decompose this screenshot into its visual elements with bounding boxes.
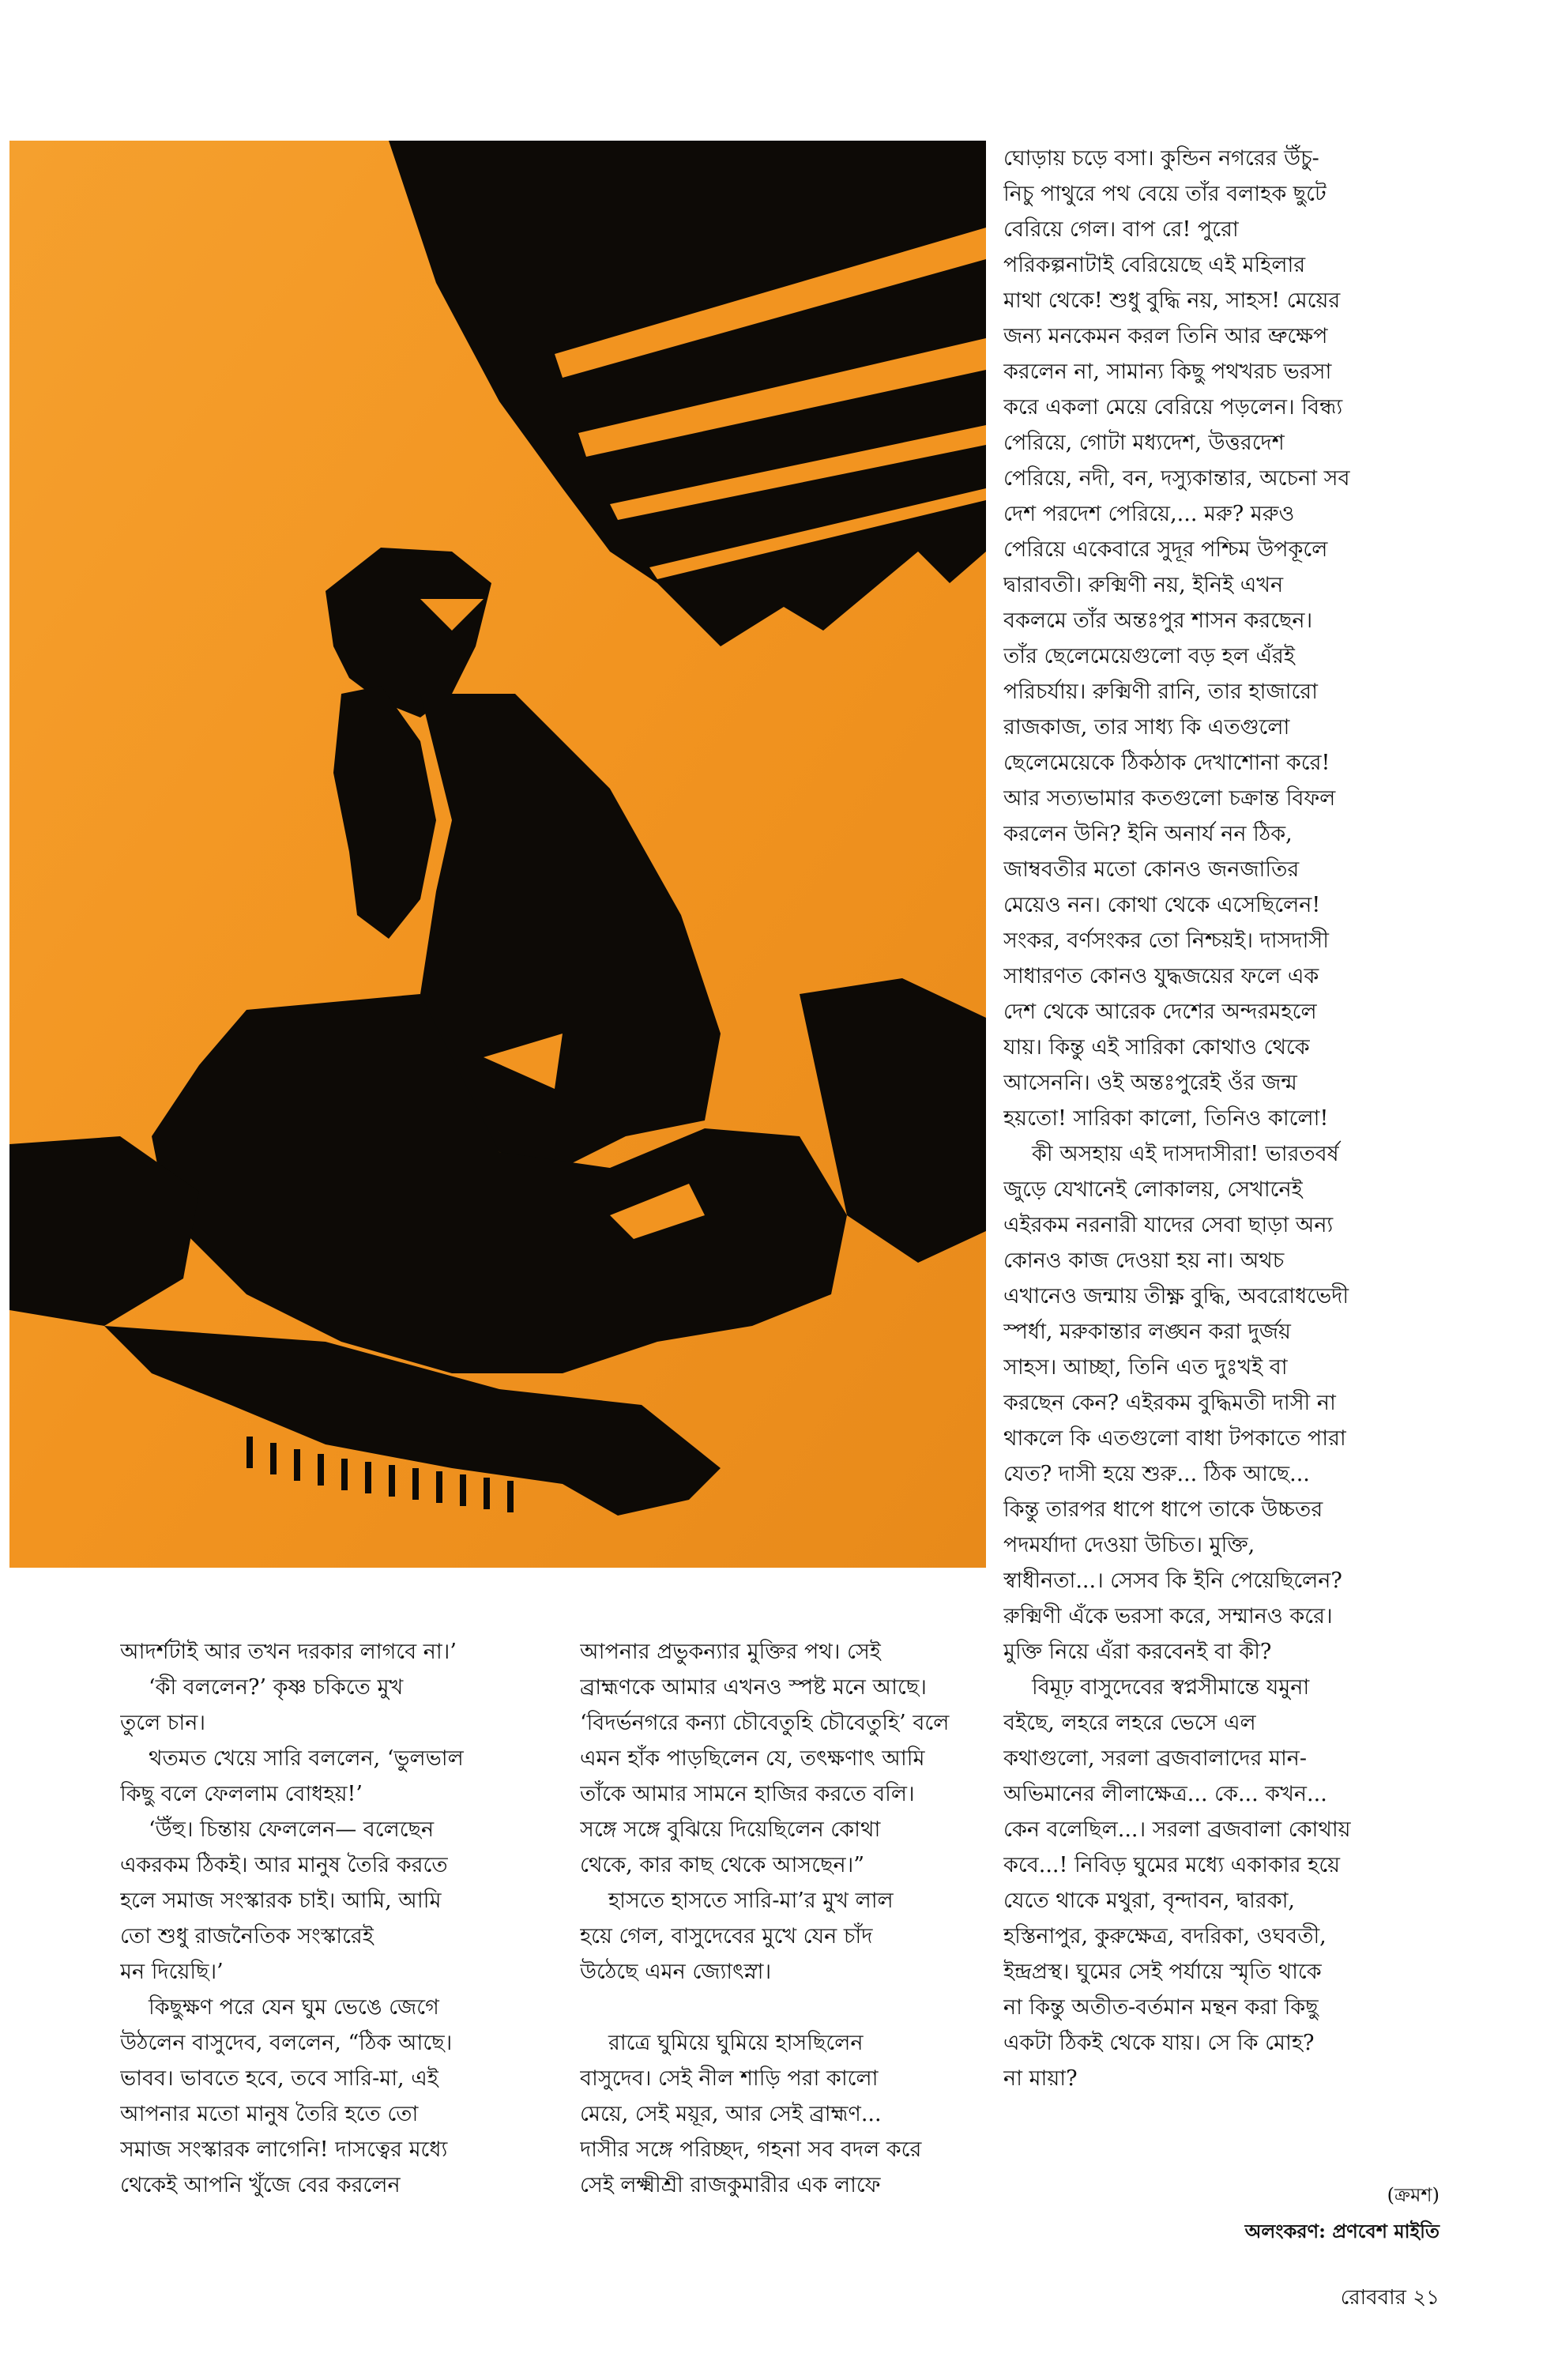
text-line: পেরিয়ে, গোটা মধ্যদেশ, উত্তরদেশ [1003, 431, 1285, 455]
text-line: সংকর, বর্ণসংকর তো নিশ্চয়ই। দাসদাসী [1003, 928, 1329, 953]
text-line: ঘোড়ায় চড়ে বসা। কুন্ডিন নগরের উঁচু- [1003, 146, 1319, 171]
text-line: দাসীর সঙ্গে পরিচ্ছদ, গহনা সব বদল করে [580, 2137, 922, 2162]
text-line: নিচু পাথুরে পথ বেয়ে তাঁর বলাহক ছুটে [1003, 182, 1327, 206]
text-line: সেই লক্ষ্মীশ্রী রাজকুমারীর এক লাফে [580, 2173, 881, 2197]
text-line: করছেন কেন? এইরকম বুদ্ধিমতী দাসী না [1003, 1391, 1336, 1415]
text-line: ‘উঁহু। চিন্তায় ফেললেন— বলেছেন [149, 1817, 435, 1842]
text-line: মাথা থেকে! শুধু বুদ্ধি নয়, সাহস! মেয়ের [1003, 288, 1341, 313]
text-line: কোনও কাজ দেওয়া হয় না। অথচ [1003, 1248, 1285, 1273]
text-line: জন্য মনকেমন করল তিনি আর ভ্রুক্ষেপ [1003, 324, 1328, 348]
text-line: যায়। কিন্তু এই সারিকা কোথাও থেকে [1003, 1035, 1310, 1060]
silhouette-artwork [9, 141, 986, 1568]
text-line: কেন বলেছিল...। সরলা ব্রজবালা কোথায় [1003, 1817, 1351, 1842]
text-line: ছেলেমেয়েকে ঠিকঠাক দেখাশোনা করে! [1003, 751, 1330, 775]
text-line: আসেননি। ওই অন্তঃপুরেই ওঁর জন্ম [1003, 1071, 1297, 1095]
text-line: বকলমে তাঁর অন্তঃপুর শাসন করছেন। [1003, 608, 1313, 633]
left-column-text [120, 1634, 563, 2203]
text-line: না কিন্তু অতীত-বর্তমান মন্থন করা কিছু [1003, 1995, 1319, 2020]
text-line: কিন্তু তারপর ধাপে ধাপে তাকে উচ্চতর [1003, 1497, 1323, 1522]
story-illustration [9, 141, 986, 1568]
text-line: পেরিয়ে, নদী, বন, দস্যুকান্তার, অচেনা সব [1003, 466, 1350, 491]
text-line: কবে...! নিবিড় ঘুমের মধ্যে একাকার হয়ে [1003, 1853, 1341, 1877]
text-line: অভিমানের লীলাক্ষেত্র... কে... কখন... [1003, 1782, 1327, 1806]
text-line: দেশ থেকে আরেক দেশের অন্দরমহলে [1003, 1000, 1317, 1024]
text-line: ‘বিদর্ভনগরে কন্যা চৌবেতুহি চৌবেতুহি’ বলে [580, 1711, 950, 1735]
text-line: মেয়েও নন। কোথা থেকে এসেছিলেন! [1003, 893, 1321, 917]
text-line: সাধারণত কোনও যুদ্ধজয়ের ফলে এক [1003, 964, 1319, 989]
text-line: থাকলে কি এতগুলো বাধা টপকাতে পারা [1003, 1426, 1346, 1451]
text-line: সাহস। আচ্ছা, তিনি এত দুঃখই বা [1003, 1355, 1288, 1380]
text-line: আপনার প্রভুকন্যার মুক্তির পথ। সেই [580, 1640, 881, 1664]
text-line: করলেন না, সামান্য কিছু পথখরচ ভরসা [1003, 360, 1332, 384]
text-line: এখানেও জন্মায় তীক্ষ্ণ বুদ্ধি, অবরোধভেদী [1003, 1284, 1349, 1309]
text-line: স্পর্ধা, মরুকান্তার লঙ্ঘন করা দুর্জয় [1003, 1320, 1291, 1344]
text-line: হাসতে হাসতে সারি-মা’র মুখ লাল [608, 1889, 894, 1913]
text-line: আপনার মতো মানুষ তৈরি হতে তো [120, 2102, 419, 2126]
text-line: একটা ঠিকই থেকে যায়। সে কি মোহ? [1003, 2031, 1315, 2055]
text-line: রাত্রে ঘুমিয়ে ঘুমিয়ে হাসছিলেন [608, 2031, 864, 2055]
text-line: করলেন উনি? ইনি অনার্য নন ঠিক, [1003, 822, 1293, 846]
text-line: পরিচর্যায়। রুক্মিণী রানি, তার হাজারো [1003, 680, 1318, 704]
text-line: বাসুদেব। সেই নীল শাড়ি পরা কালো [580, 2066, 879, 2091]
text-line: দ্বারাবতী। রুক্মিণী নয়, ইনিই এখন [1003, 573, 1284, 597]
text-line: সঙ্গে সঙ্গে বুঝিয়ে দিয়েছিলেন কোথা [580, 1817, 881, 1842]
text-line: একরকম ঠিকই। আর মানুষ তৈরি করতে [120, 1853, 448, 1877]
text-line: সমাজ সংস্কারক লাগেনি! দাসত্বের মধ্যে [120, 2137, 448, 2162]
text-line: মেয়ে, সেই ময়ূর, আর সেই ব্রাহ্মণ... [580, 2102, 882, 2126]
text-line: যেতে থাকে মথুরা, বৃন্দাবন, দ্বারকা, [1003, 1889, 1296, 1913]
right-column-text [1003, 141, 1454, 2096]
text-line: থেকে, কার কাছ থেকে আসছেন।” [580, 1853, 865, 1877]
text-line: থেকেই আপনি খুঁজে বের করলেন [120, 2173, 401, 2197]
text-line: করে একলা মেয়ে বেরিয়ে পড়লেন। বিন্ধ্য [1003, 395, 1343, 420]
text-line: কিছু বলে ফেললাম বোধহয়!’ [120, 1782, 363, 1806]
serial-note: (ক্রমশ) [1387, 2184, 1439, 2206]
text-line: জাম্ববতীর মতো কোনও জনজাতির [1003, 857, 1300, 882]
text-line: এমন হাঁক পাড়ছিলেন যে, তৎক্ষণাৎ আমি [580, 1746, 925, 1771]
text-line: উঠেছে এমন জ্যোৎস্না। [580, 1960, 772, 1984]
text-line: বইছে, লহরে লহরে ভেসে এল [1003, 1711, 1256, 1735]
text-line: বিমূঢ় বাসুদেবের স্বপ্নসীমান্তে যমুনা [1032, 1675, 1310, 1700]
text-line: হলে সমাজ সংস্কারক চাই। আমি, আমি [120, 1889, 442, 1913]
page-footer: রোববার ২১ [1340, 2286, 1439, 2310]
text-line: পদমর্যাদা দেওয়া উচিত। মুক্তি, [1003, 1533, 1255, 1557]
text-line: তো শুধু রাজনৈতিক সংস্কারেই [120, 1924, 374, 1949]
text-line: ভাবব। ভাবতে হবে, তবে সারি-মা, এই [120, 2066, 438, 2091]
text-line: থতমত খেয়ে সারি বললেন, ‘ভুলভাল [149, 1746, 464, 1771]
text-line: হয়তো! সারিকা কালো, তিনিও কালো! [1003, 1106, 1329, 1131]
text-line: বেরিয়ে গেল। বাপ রে! পুরো [1003, 217, 1239, 242]
illustration-credit: অলংকরণ: প্রণবেশ মাইতি [1244, 2220, 1439, 2243]
text-line: হস্তিনাপুর, কুরুক্ষেত্র, বদরিকা, ওঘবতী, [1003, 1924, 1327, 1949]
text-line: হয়ে গেল, বাসুদেবের মুখে যেন চাঁদ [580, 1924, 873, 1949]
text-line: রাজকাজ, তার সাধ্য কি এতগুলো [1003, 715, 1290, 740]
text-line: তুলে চান। [120, 1711, 205, 1735]
text-line: জুড়ে যেখানেই লোকালয়, সেখানেই [1003, 1177, 1303, 1202]
text-line: মন দিয়েছি।’ [120, 1960, 224, 1984]
text-line: ‘কী বললেন?’ কৃষ্ণ চকিতে মুখ [149, 1675, 404, 1700]
text-line: আদর্শটাই আর তখন দরকার লাগবে না।’ [120, 1640, 457, 1664]
text-line: তাঁর ছেলেমেয়েগুলো বড় হল এঁরই [1003, 644, 1295, 668]
text-line: কথাগুলো, সরলা ব্রজবালাদের মান- [1003, 1746, 1308, 1771]
text-line: মুক্তি নিয়ে এঁরা করবেনই বা কী? [1003, 1640, 1272, 1664]
text-line: স্বাধীনতা...। সেসব কি ইনি পেয়েছিলেন? [1003, 1568, 1342, 1593]
text-line: দেশ পরদেশ পেরিয়ে,... মরু? মরুও [1003, 502, 1295, 526]
text-line: ইন্দ্রপ্রস্থ। ঘুমের সেই পর্যায়ে স্মৃতি থাকে [1003, 1960, 1322, 1984]
text-line: উঠলেন বাসুদেব, বললেন, “ঠিক আছে। [120, 2031, 453, 2055]
text-line: কী অসহায় এই দাসদাসীরা! ভারতবর্ষ [1032, 1142, 1339, 1166]
text-line [580, 1990, 991, 2025]
text-line: পরিকল্পনাটাই বেরিয়েছে এই মহিলার [1003, 253, 1306, 277]
middle-column-text [580, 1634, 991, 2203]
text-line: তাঁকে আমার সামনে হাজির করতে বলি। [580, 1782, 915, 1806]
text-line: আর সত্যভামার কতগুলো চক্রান্ত বিফল [1003, 786, 1336, 811]
text-line: না মায়া? [1003, 2066, 1078, 2091]
text-line: এইরকম নরনারী যাদের সেবা ছাড়া অন্য [1003, 1213, 1334, 1237]
text-line: ব্রাহ্মণকে আমার এখনও স্পষ্ট মনে আছে। [580, 1675, 927, 1700]
text-line: পেরিয়ে একেবারে সুদূর পশ্চিম উপকূলে [1003, 537, 1328, 562]
text-line: রুক্মিণী এঁকে ভরসা করে, সম্মানও করে। [1003, 1604, 1333, 1629]
text-line: কিছুক্ষণ পরে যেন ঘুম ভেঙে জেগে [149, 1995, 439, 2020]
text-line: যেত? দাসী হয়ে শুরু... ঠিক আছে... [1003, 1462, 1310, 1486]
